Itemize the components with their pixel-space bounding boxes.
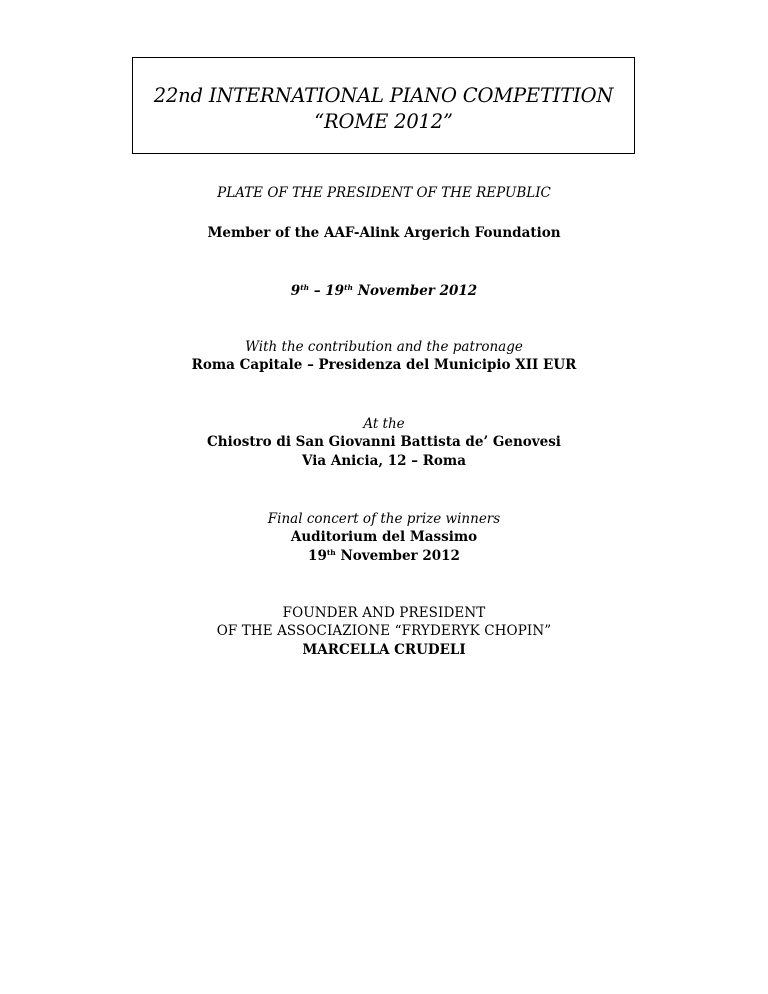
date-end-number: 19 [325,283,345,299]
date-start-number: 9 [290,283,301,299]
plate-heading: PLATE OF THE PRESIDENT OF THE REPUBLIC [217,185,551,201]
venue-intro: At the [363,416,405,432]
venue-name: Chiostro di San Giovanni Battista de’ Genovesi [207,434,561,450]
final-date-rest: November 2012 [335,548,460,564]
title-box [132,57,635,154]
date-end-suffix: th [344,283,353,292]
competition-dates [0,282,768,300]
founder-association: OF THE ASSOCIAZIONE “FRYDERYK CHOPIN” [216,623,552,639]
competition-subtitle: “ROME 2012” [314,110,453,133]
contribution-intro: With the contribution and the patronage [245,339,523,355]
final-concert-intro: Final concert of the prize winners [267,511,501,527]
final-concert-venue: Auditorium del Massimo [290,529,478,545]
final-concert-date [0,547,768,565]
date-start-suffix: th [300,283,310,292]
founder-title: FOUNDER AND PRESIDENT [282,605,486,621]
final-date-number: 19 [308,548,327,564]
competition-title: 22nd INTERNATIONAL PIANO COMPETITION [153,84,614,107]
venue-address: Via Anicia, 12 – Roma [302,453,466,469]
final-date-suffix: th [326,548,336,557]
founder-name: MARCELLA CRUDELI [302,642,466,658]
date-separator: – [309,283,326,299]
member-line: Member of the AAF-Alink Argerich Foundation [207,225,561,241]
date-rest: November 2012 [353,283,478,299]
contribution-body: Roma Capitale – Presidenza del Municipio XII EUR [191,357,577,373]
